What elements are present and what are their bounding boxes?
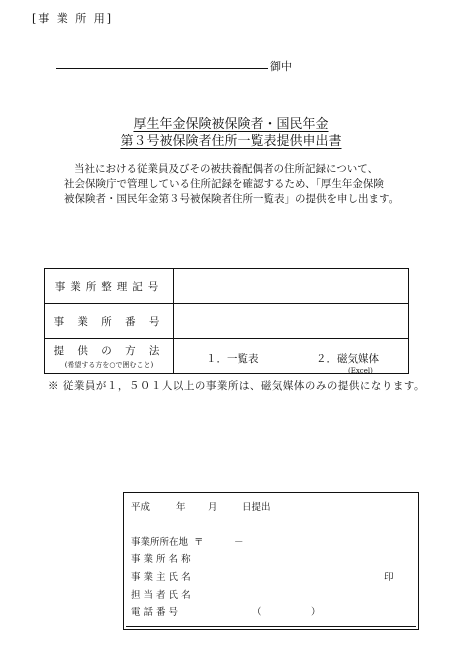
onchu-label: 御中 xyxy=(270,60,292,73)
office-number-label: 事 業 所 番 号 xyxy=(45,304,174,339)
year-unit: 年 xyxy=(176,502,186,513)
office-use-tag: [事 業 所 用] xyxy=(32,12,114,25)
form-title-line2: 第３号被保険者住所一覧表提供申出書 xyxy=(120,134,342,149)
owner-name-label: 事 業 主 氏 名 xyxy=(131,572,191,583)
office-code-field[interactable] xyxy=(174,269,409,304)
phone-open-paren: （ xyxy=(252,607,262,618)
applicant-box-bottom-line xyxy=(126,626,416,627)
submit-day-label: 日提出 xyxy=(242,502,271,513)
statement-line2: 社会保険庁で管理している住所記録を確認するため、「厚生年金保険 xyxy=(64,178,384,190)
statement-line1: 当社における従業員及びその被扶養配偶者の住所記録について、 xyxy=(74,163,379,175)
postal-mark: 〒 xyxy=(194,537,204,548)
table-row xyxy=(45,304,409,339)
office-name-label: 事 業 所 名 称 xyxy=(131,554,191,565)
statement-text xyxy=(64,162,424,207)
office-address-label: 事業所所在地 xyxy=(131,537,189,548)
option-magnetic-media[interactable]: ２．磁気媒体 xyxy=(316,353,379,365)
era-label: 平成 xyxy=(131,502,151,513)
contact-name-label: 担 当 者 氏 名 xyxy=(131,590,191,601)
option-excel-note: (Excel) xyxy=(348,367,373,375)
seal-mark: 印 xyxy=(384,572,394,583)
provision-method-label-cell xyxy=(45,339,174,374)
postal-dash: － xyxy=(234,537,244,548)
footnote: ※ 従業員が１，５０１人以上の事業所は、磁気媒体のみの提供になります。 xyxy=(48,380,425,392)
table-row xyxy=(45,269,409,304)
office-number-field[interactable] xyxy=(174,304,409,339)
phone-close-paren: ） xyxy=(311,607,321,618)
option-list[interactable]: １．一覧表 xyxy=(206,353,259,365)
month-unit: 月 xyxy=(208,502,218,513)
provision-method-label: 提 供 の 方 法 xyxy=(53,344,165,357)
phone-number-label: 電 話 番 号 xyxy=(131,607,179,618)
provision-method-sublabel: (希望する方を○で囲むこと) xyxy=(64,360,154,369)
addressee-line[interactable] xyxy=(56,68,268,69)
office-code-label: 事業所整理記号 xyxy=(45,269,174,304)
form-title-line1: 厚生年金保険被保険者・国民年金 xyxy=(133,117,329,132)
statement-line3: 被保険者・国民年金第３号被保険者住所一覧表」の提供を申し出ます。 xyxy=(64,193,400,205)
